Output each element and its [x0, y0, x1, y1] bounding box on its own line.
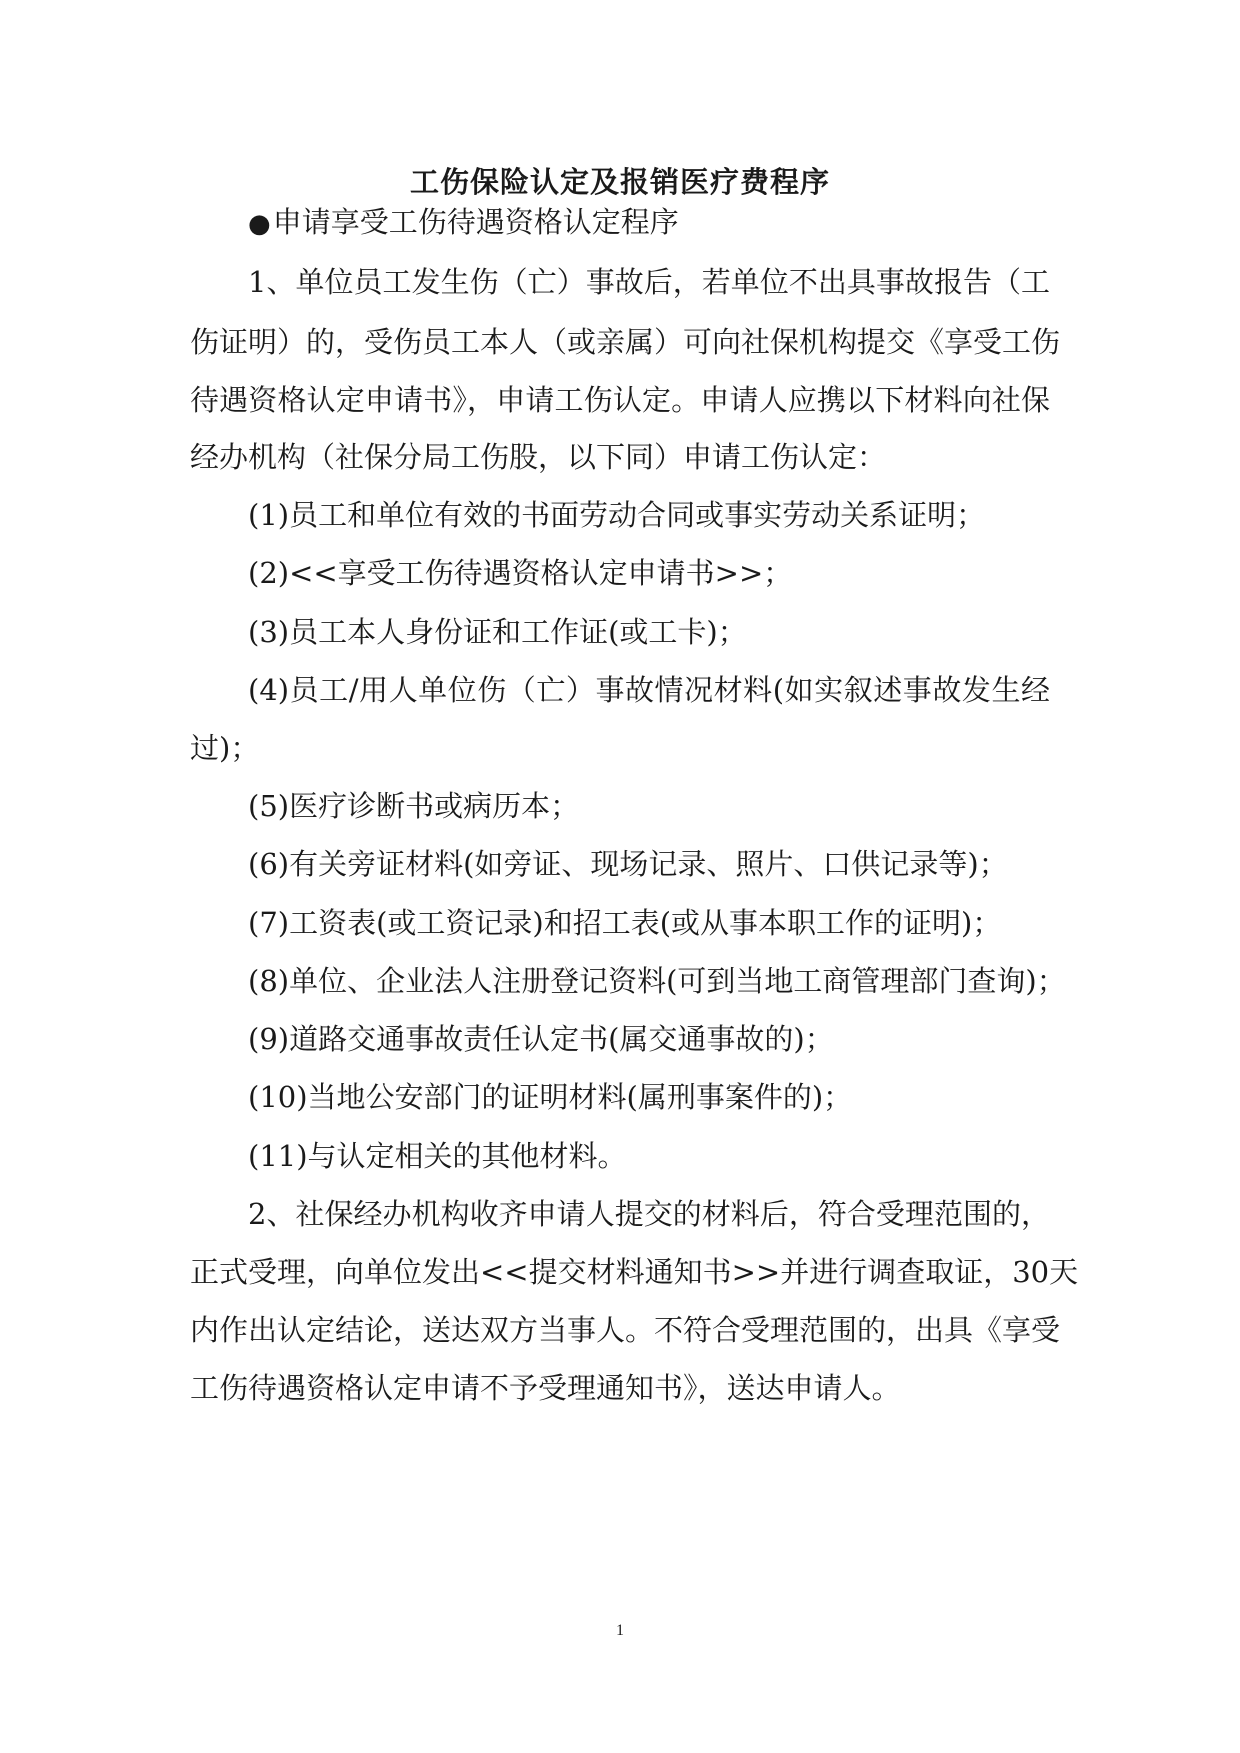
- paragraph-1-line-3: 待遇资格认定申请书》，申请工伤认定。申请人应携以下材料向社保: [190, 383, 1050, 417]
- paragraph-2-line-1: 2、社保经办机构收齐申请人提交的材料后，符合受理范围的，: [248, 1197, 1050, 1231]
- paragraph-1-line-4: 经办机构（社保分局工伤股，以下同）申请工伤认定：: [190, 440, 887, 474]
- paragraph-2-line-2: 正式受理，向单位发出<<提交材料通知书>>并进行调查取证，30天: [190, 1255, 1079, 1289]
- list-item-10: (10)当地公安部门的证明材料(属刑事案件的)；: [248, 1080, 853, 1114]
- list-item-2: (2)<<享受工伤待遇资格认定申请书>>；: [248, 556, 793, 590]
- list-item-6: (6)有关旁证材料(如旁证、现场记录、照片、口供记录等)；: [248, 847, 1008, 881]
- paragraph-2-line-3: 内作出认定结论，送达双方当事人。不符合受理范围的，出具《享受: [190, 1313, 1061, 1347]
- list-item-7: (7)工资表(或工资记录)和招工表(或从事本职工作的证明)；: [248, 906, 1002, 940]
- bullet-icon: ●: [248, 209, 271, 239]
- document-title: 工伤保险认定及报销医疗费程序: [409, 165, 830, 199]
- section-heading: [248, 202, 679, 244]
- list-item-9: (9)道路交通事故责任认定书(属交通事故的)；: [248, 1022, 834, 1056]
- paragraph-1-line-2: 伤证明）的，受伤员工本人（或亲属）可向社保机构提交《享受工伤: [190, 325, 1061, 359]
- list-item-1: (1)员工和单位有效的书面劳动合同或事实劳动关系证明；: [248, 498, 986, 532]
- list-item-4-continued: 过)；: [190, 731, 260, 765]
- paragraph-2-line-4: 工伤待遇资格认定申请不予受理通知书》，送达申请人。: [190, 1371, 901, 1405]
- list-item-8: (8)单位、企业法人注册登记资料(可到当地工商管理部门查询)；: [248, 964, 1066, 998]
- list-item-3: (3)员工本人身份证和工作证(或工卡)；: [248, 615, 747, 649]
- section-heading-text: 申请享受工伤待遇资格认定程序: [272, 205, 679, 239]
- list-item-5: (5)医疗诊断书或病历本；: [248, 789, 580, 823]
- page-number: 1: [616, 1622, 624, 1639]
- paragraph-1-line-1: 1、单位员工发生伤（亡）事故后，若单位不出具事故报告（工: [248, 265, 1050, 299]
- list-item-4: (4)员工/用人单位伤（亡）事故情况材料(如实叙述事故发生经: [248, 673, 1050, 707]
- list-item-11: (11)与认定相关的其他材料。: [248, 1139, 627, 1173]
